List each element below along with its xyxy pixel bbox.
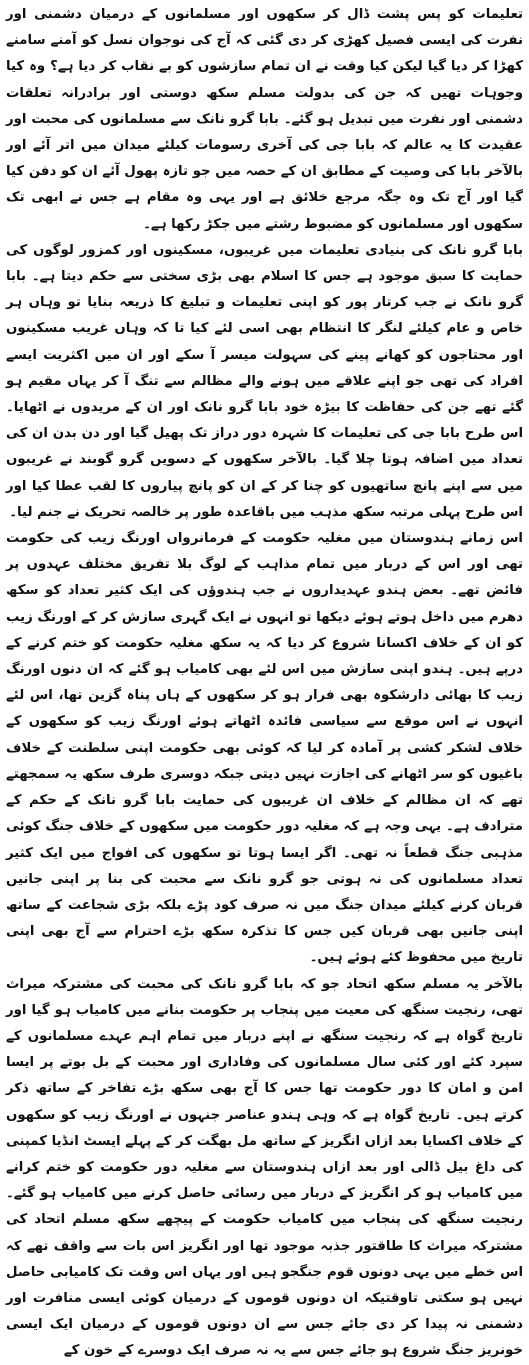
paragraph-4: بالآخر یہ مسلم سکھ اتحاد جو کہ بابا گرو نانک کی محبت کی مشترکہ میراث تھی، رنجیت سنگھ کی معیت میں پنجاب پر حکومت بنانے میں کامیاب ہو گیا اور تاریخ گواہ ہے کہ رنجیت سنگھ نے اپنے دربار میں تمام اہم عہدے مسلمانوں کے سپرد کئے اور کئی سال مسلمانوں کی وفاداری اور محبت کے بل بوتے پر ایسا امن و امان کا دور حکومت تھا جس کا آج بھی سکھ بڑے تفاخر کے ساتھ ذکر کرتے ہیں۔ تاریخ گواہ ہے کہ وہی ہندو عناصر جنہوں نے اورنگ زیب کو سکھوں کے خلاف اکسایا بعد ازاں انگریز کے ساتھ مل بھگت کر کے پہلے ایسٹ انڈیا کمپنی کی داغ بیل ڈالی اور بعد ازاں ہندوستان سے مغلیہ دور حکومت کو ختم کرانے میں کامیاب ہو کر انگریز کے دربار میں رسائی حاصل کرنے میں کامیاب ہو گئے۔ رنجیت سنگھ کی پنجاب میں کامیاب حکومت کے پیچھے سکھ مسلم اتحاد کی مشترکہ میراث کا طاقتور جذبہ موجود تھا اور انگریز اس بات سے واقف تھے کہ اس خطے میں یہی دونوں قوم جنگجو ہیں اور یہاں اس وقت تک کامیابی حاصل نہیں ہو سکتی تاوقتیکہ ان دونوں قوموں کے درمیان کوئی ایسی منافرت اور دشمنی نہ پیدا کر دی جائے جس سے ان دونوں قوموں کے درمیان ایک ایسی خونریز جنگ شروع ہو جائے جس سے یہ نہ صرف ایک دوسرے کے خون کے xyxy=(6,976,523,1359)
paragraph-1: تعلیمات کو پس پشت ڈال کر سکھوں اور مسلمانوں کے درمیان دشمنی اور نفرت کی ایسی فصیل کھڑی کر دی گئی کہ آج کی نوجوان نسل کو آمنے سامنے کھڑا کر دیا گیا لیکن کیا وقت نے ان تمام سازشوں کو بے نقاب کر دیا ہے؟ وہ کیا وجوہات تھیں کہ جن کی بدولت مسلم سکھ دوستی اور برادرانہ تعلقات دشمنی اور نفرت میں تبدیل ہو گئے۔ بابا گرو نانک سے مسلمانوں کی محبت اور عقیدت کا یہ عالم کہ بابا جی کی آخری رسومات کیلئے میدان میں اتر آئے اور بالآخر بابا کی وصیت کے مطابق ان کے حصہ میں جو تازہ پھول آئے ان کو دفن کیا گیا اور آج تک وہ جگہ مرجع خلائق ہے اور یہی وہ مقام ہے جس نے ابھی تک سکھوں اور مسلمانوں کو مضبوط رشتے میں جکڑ رکھا ہے۔ xyxy=(6,7,523,232)
paragraph-2: بابا گرو نانک کی بنیادی تعلیمات میں غریبوں، مسکینوں اور کمزور لوگوں کی حمایت کا سبق موجود ہے جس کا اسلام بھی بڑی سختی سے حکم دیتا ہے۔ بابا گرو نانک نے جب کرتار پور کو اپنی تعلیمات و تبلیغ کا ذریعہ بنایا تو وہاں ہر خاص و عام کیلئے لنگر کا انتظام بھی اسی لئے کیا تا کہ وہاں غریب مسکینوں اور محتاجوں کو کھانے پینے کی سہولت میسر آ سکے اور ان میں اکثریت ایسے افراد کی تھی جو اپنے علاقے میں ہونے والے مظالم سے تنگ آ کر یہاں مقیم ہو گئے تھے جن کی حفاظت کا بیڑہ خود بابا گرو نانک اور ان کے مریدوں نے اٹھایا۔ اس طرح بابا جی کی تعلیمات کا شہرہ دور دراز تک پھیل گیا اور دن بدن ان کی تعداد میں اضافہ ہوتا چلا گیا۔ بالآخر سکھوں کے دسویں گرو گوبند نے غریبوں میں سے اپنے پانچ ساتھیوں کو چنا کر کے ان کو پانچ پیاروں کا لقب عطا کیا اور اس طرح پہلی مرتبہ سکھ مذہب میں باقاعدہ طور پر خالصہ تحریک نے جنم لیا۔ xyxy=(6,242,523,520)
paragraph-3: اس زمانے ہندوستان میں مغلیہ حکومت کے فرمانرواں اورنگ زیب کی حکومت تھی اور اس کے دربار میں تمام مذاہب کے لوگ بلا تفریق مختلف عہدوں پر فائض تھے۔ بعض ہندو عہدیداروں نے جب ہندوؤں کی ایک کثیر تعداد کو سکھ دھرم میں داخل ہوتے ہوئے دیکھا تو انہوں نے ایک گہری سازش کر کے اورنگ زیب کو ان کے خلاف اکسانا شروع کر دیا کہ یہ سکھ مغلیہ حکومت کو ختم کرنے کے درپے ہیں۔ ہندو اپنی سازش میں اس لئے بھی کامیاب ہو گئے کہ ان دنوں اورنگ زیب کا بھائی دارشکوہ بھی فرار ہو کر سکھوں کے ہاں پناہ گزین تھا، اس لئے انہوں نے اس موقع سے سیاسی فائدہ اٹھاتے ہوئے اورنگ زیب کو سکھوں کے خلاف لشکر کشی پر آمادہ کر لیا کہ کوئی بھی حکومت اپنی سلطنت کے خلاف باغیوں کو سر اٹھانے کی اجازت نہیں دیتی جبکہ دوسری طرف سکھ یہ سمجھتے تھے کہ ان مظالم کے خلاف ان غریبوں کی حمایت بابا گرو نانک کے حکم کے مترادف ہے۔ یہی وجہ ہے کہ مغلیہ دور حکومت میں سکھوں کے خلاف جنگ کوئی مذہبی جنگ قطعاً نہ تھی۔ اگر ایسا ہوتا تو سکھوں کی افواج میں ایک کثیر تعداد مسلمانوں کی نہ ہوتی جو گرو نانک سے محبت کی بنا پر اپنی جانیں قربان کرنے کیلئے میدان جنگ میں نہ صرف کود پڑے بلکہ بڑی شجاعت کے ساتھ اپنی جانیں بھی قربان کیں جس کا تذکرہ سکھ بڑے احترام سے آج بھی اپنی تاریخ میں محفوظ کئے ہوئے ہیں۔ xyxy=(6,531,523,966)
